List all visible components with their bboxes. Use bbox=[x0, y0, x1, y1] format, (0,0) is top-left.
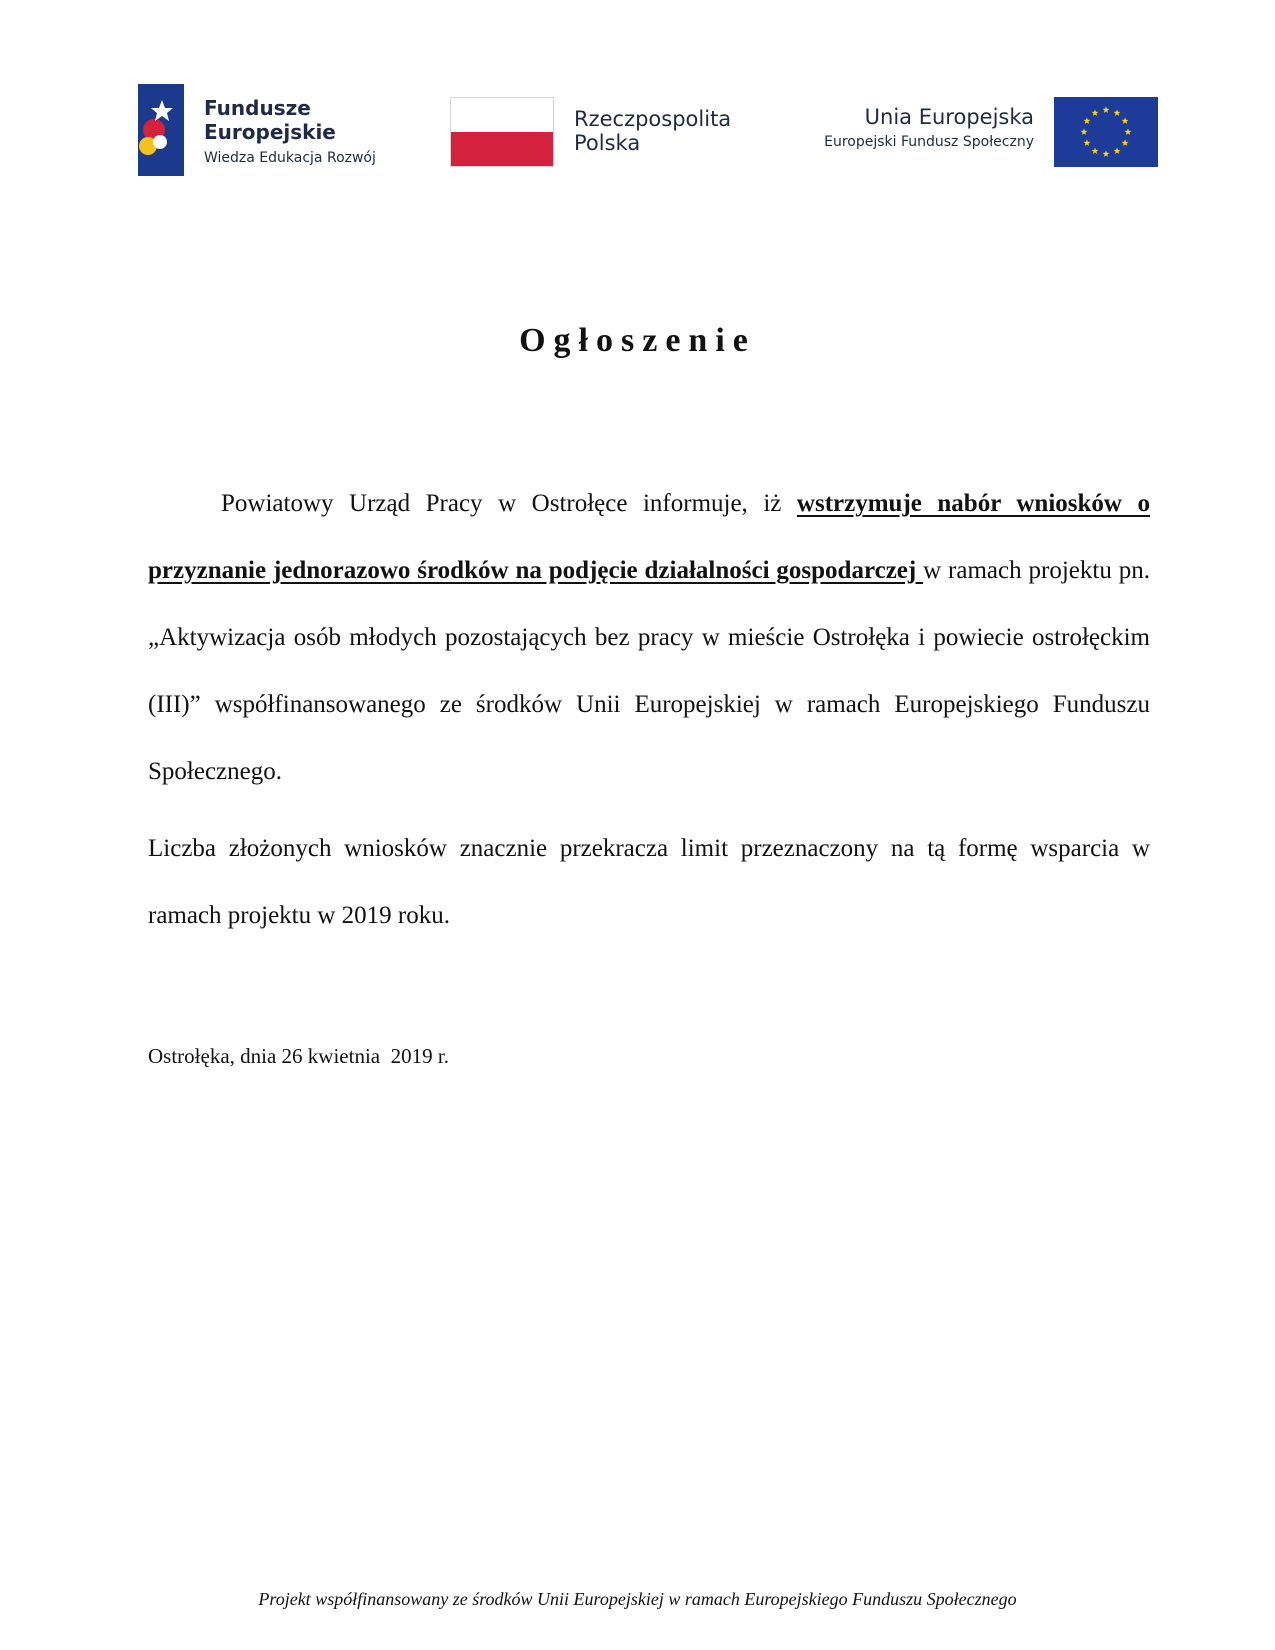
ue-logo-line2: Europejski Fundusz Społeczny bbox=[824, 134, 1034, 150]
fe-logo-tagline: Wiedza Edukacja Rozwój bbox=[204, 150, 376, 166]
fundusze-europejskie-emblem-icon bbox=[138, 84, 184, 176]
page-title: Ogłoszenie bbox=[519, 322, 756, 359]
ue-logo-line1: Unia Europejska bbox=[864, 105, 1034, 129]
eu-flag-icon bbox=[1054, 97, 1158, 167]
rp-logo-line1: Rzeczpospolita bbox=[574, 107, 732, 131]
paragraph-1-emphasis: wstrzymuje nabór wniosków o przyznanie jednorazowo środków na podjęcie działalności gospodarczej bbox=[148, 490, 1151, 584]
paragraph-1-rest: w ramach projektu pn. „Aktywizacja osób młodych pozostających bez pracy w mieście Ostrołęka i powiecie ostrołęckim (III)” współfinansowanego ze środków Unii Europejskiej w ramach Europejskiego Funduszu Społecznego. bbox=[148, 557, 1150, 785]
announcement-paragraph-1 bbox=[148, 470, 1150, 805]
fe-logo-line2: Europejskie bbox=[204, 120, 336, 144]
announcement-body bbox=[148, 470, 1150, 949]
paragraph-1-intro: Powiatowy Urząd Pracy w Ostrołęce informuje, iż bbox=[221, 490, 797, 517]
footer-note: Projekt współfinansowany ze środków Unii Europejskiej w ramach Europejskiego Funduszu Społecznego bbox=[258, 1589, 1017, 1609]
rp-logo-line2: Polska bbox=[574, 131, 641, 155]
announcement-paragraph-2: Liczba złożonych wniosków znacznie przekracza limit przeznaczony na tą formę wsparcia w ramach projektu w 2019 roku. bbox=[148, 835, 1150, 929]
place-and-date: Ostrołęka, dnia 26 kwietnia 2019 r. bbox=[148, 1044, 449, 1068]
fe-logo-line1: Fundusze bbox=[204, 96, 311, 120]
polish-flag-icon bbox=[450, 97, 554, 167]
rzeczpospolita-polska-logo bbox=[450, 97, 760, 169]
fundusze-europejskie-logo bbox=[138, 84, 388, 176]
unia-europejska-logo bbox=[806, 97, 1158, 169]
